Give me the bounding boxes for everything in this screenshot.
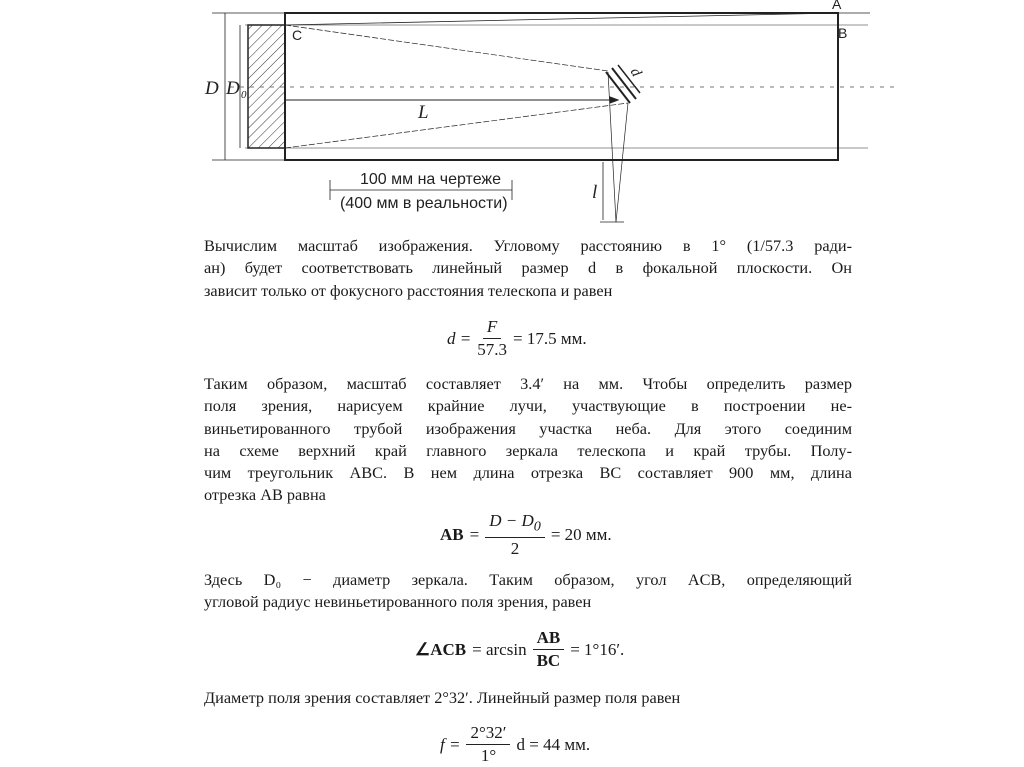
paragraph-4 [204,687,852,709]
equals: = [469,525,480,545]
formula-rhs: = 17.5 мм. [512,328,587,348]
denominator: 57.3 [477,340,507,359]
label-l-length: L [418,102,429,123]
formula-f [440,722,590,767]
numerator: 2°32′ [466,722,510,745]
denominator: 1° [480,746,497,765]
formula-rhs: = 1°16′. [570,639,625,659]
formula-lhs: f = [440,734,461,754]
paragraph-3 [204,569,852,614]
denominator: 2 [510,539,520,559]
text-line: виньетированного трубой изображения участка неба. Для этого соединим [204,418,852,438]
formula-lhs: d = [447,328,472,348]
denominator: BC [536,651,561,670]
text-line: на схеме верхний край главного зеркала телескопа и край трубы. Полу- [204,440,852,460]
text-line: чим треугольник ABC. В нем длина отрезка BC составляет 900 мм, длина [204,463,852,483]
numerator: F [483,316,501,339]
label-d-big: D [205,78,219,99]
text-line: отрезка AB равна [204,485,326,505]
formula-d [447,316,587,361]
label-d0: D [226,78,240,99]
label-a: A [832,0,842,12]
paragraph-2 [204,373,852,507]
label-d-mirror: d [626,65,645,80]
numerator: D − D [489,511,534,530]
telescope-diagram [0,0,1024,230]
text-line: угловой радиус невиньетированного поля зрения, равен [204,592,592,612]
subscript: 0 [533,518,541,535]
numerator: AB [533,627,565,650]
scale-line-2: (400 мм в реальности) [340,195,508,212]
formula-lhs: ∠ACB [415,639,467,659]
text-line: ан) будет соответствовать линейный размер d в фокальной плоскости. Он [204,258,852,278]
scale-line-1: 100 мм на чертеже [360,171,502,188]
formula-ab [440,510,612,560]
text-line: Вычислим масштаб изображения. Угловому расстоянию в 1° (1/57.3 ради- [204,236,852,255]
label-l-small: l [592,182,598,203]
text-line: поля зрения, нарисуем крайние лучи, участвующие в построении не- [204,396,852,416]
formula-rhs: = 20 мм. [550,525,612,545]
formula-acb [415,627,624,672]
text-line: Здесь D₀ − диаметр зеркала. Таким образом, угол ACB, определяющий [204,570,852,589]
equals-arcsin: = arcsin [472,639,527,659]
paragraph-1 [204,235,852,302]
formula-rhs: d = 44 мм. [516,734,591,754]
formula-lhs: AB [440,525,464,545]
text-line: Диаметр поля зрения составляет 2°32′. Линейный размер поля равен [204,688,681,707]
text-line: Таким образом, масштаб составляет 3.4′ на мм. Чтобы определить размер [204,374,852,393]
label-d0-sub: 0 [241,89,247,101]
label-b: B [838,25,848,41]
label-c: C [292,27,303,43]
text-line: зависит только от фокусного расстояния телескопа и равен [204,280,613,300]
